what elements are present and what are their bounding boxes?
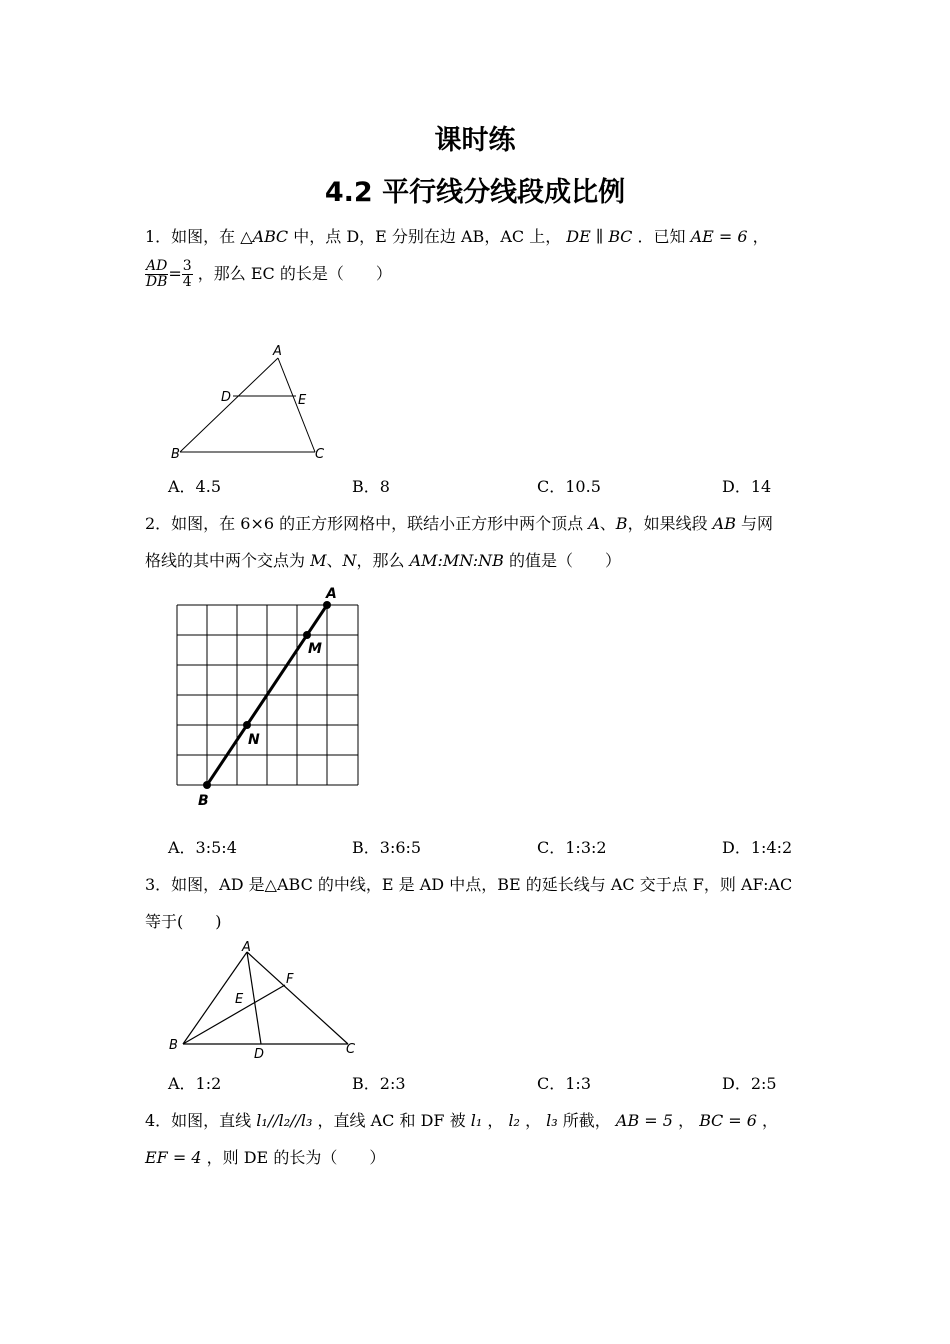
section-subtitle: 4.2 平行线分线段成比例 (324, 177, 626, 208)
q1-condition: 𝐷𝐸 ∥ 𝐵𝐶 (566, 227, 633, 246)
q2-text: 2．如图，在 6×6 的正方形网格中，联结小正方形中两个顶点 (145, 514, 589, 533)
point-b-dot (203, 781, 211, 789)
q3-option-d[interactable]: D．2:5 (722, 1074, 777, 1093)
line-l1: 𝑙₁ (470, 1111, 483, 1130)
label-b: B (169, 1038, 178, 1053)
label-f: F (286, 972, 294, 987)
label-d: D (221, 390, 232, 405)
q2-text: ，如果线段 (627, 514, 713, 533)
q4-text: 所截， (562, 1111, 611, 1130)
line-l3: 𝑙₃ (546, 1111, 558, 1130)
label-a: A (273, 344, 282, 359)
q2-text-line1 (145, 511, 773, 534)
q4-ab: 𝐴𝐵 = 5 (615, 1111, 673, 1130)
q4-ef: 𝐸𝐹 = 4 (145, 1148, 202, 1167)
page-title: 课时练 (434, 125, 516, 156)
separator: 、 (326, 551, 343, 570)
q3-text-line2: 等于( ) (145, 912, 222, 931)
q1-triangle-figure (168, 340, 328, 465)
q1-text: ， (752, 227, 769, 246)
point-n: N (342, 551, 357, 570)
fraction-denominator: 4 (182, 274, 192, 290)
q4-text-line2 (145, 1145, 385, 1168)
label-e: E (298, 393, 307, 408)
separator: ， (762, 1111, 779, 1130)
label-c: C (346, 1042, 356, 1057)
q1-triangle: △𝐴𝐵𝐶 (240, 227, 289, 246)
label-m: M (308, 641, 322, 657)
q1-text: ，那么 EC 的长是（ ） (197, 264, 392, 283)
q1-ae: 𝐴𝐸 = 6 (690, 227, 748, 246)
q4-bc: 𝐵𝐶 = 6 (699, 1111, 757, 1130)
q2-text: 与网 (735, 514, 774, 533)
point-m-dot (303, 631, 311, 639)
q2-option-b[interactable]: B．3:6:5 (352, 838, 422, 857)
line-l2: 𝑙₂ (508, 1111, 520, 1130)
q2-text: 格线的其中两个交点为 (145, 551, 311, 570)
q3-triangle-figure (165, 940, 365, 1065)
point-a-dot (323, 601, 331, 609)
point-m: M (310, 551, 327, 570)
separator: 、 (599, 514, 616, 533)
q2-option-d[interactable]: D．1:4:2 (722, 838, 793, 857)
ratio: AM:MN:NB (409, 551, 504, 570)
q2-text: 的值是（ ） (503, 551, 621, 570)
q1-text-line1 (145, 224, 769, 247)
q1-fraction-3-4 (182, 259, 193, 290)
label-b: B (198, 793, 209, 809)
q3-option-b[interactable]: B．2:3 (352, 1074, 406, 1093)
q1-option-c[interactable]: C．10.5 (537, 477, 601, 496)
label-d: D (254, 1047, 265, 1062)
q2-text: ，那么 (356, 551, 410, 570)
point-a: A (588, 514, 600, 533)
label-n: N (248, 732, 260, 748)
label-c: C (315, 447, 325, 462)
segment-ab: AB (712, 514, 736, 533)
label-b: B (171, 447, 180, 462)
q4-text: ，直线 AC 和 DF 被 (317, 1111, 466, 1130)
separator: ， (487, 1111, 504, 1130)
q3-text-line1: 3．如图，AD 是△ABC 的中线，E 是 AD 中点，BE 的延长线与 AC 交于点 F，则 AF:AC (145, 875, 793, 894)
q3-option-c[interactable]: C．1:3 (537, 1074, 591, 1093)
q1-text-line2 (145, 259, 392, 290)
q2-grid-figure (170, 585, 370, 810)
fraction-numerator: 3 (182, 258, 192, 274)
q1-text: ．已知 (637, 227, 686, 246)
q4-text-line1 (145, 1108, 778, 1131)
q2-text-line2 (145, 548, 621, 571)
label-a: A (242, 940, 251, 955)
separator: ， (678, 1111, 695, 1130)
q2-option-a[interactable]: A．3:5:4 (168, 838, 237, 857)
q4-parallel-lines: 𝑙₁//𝑙₂//𝑙₃ (256, 1111, 313, 1130)
fraction-denominator: DB (145, 274, 168, 290)
label-e: E (235, 992, 244, 1007)
q1-text: 1．如图，在 (145, 227, 236, 246)
q4-text: ，则 DE 的长为（ ） (206, 1148, 386, 1167)
label-a: A (326, 586, 337, 602)
q1-text: 中，点 D，E 分别在边 AB，AC 上， (293, 227, 562, 246)
q1-option-b[interactable]: B．8 (352, 477, 390, 496)
q2-option-c[interactable]: C．1:3:2 (537, 838, 607, 857)
separator: ， (525, 1111, 542, 1130)
point-b: B (615, 514, 628, 533)
q1-option-d[interactable]: D．14 (722, 477, 772, 496)
q1-option-a[interactable]: A．4.5 (168, 477, 222, 496)
equals-sign: = (168, 264, 182, 283)
q4-text: 4．如图，直线 (145, 1111, 252, 1130)
q3-option-a[interactable]: A．1:2 (168, 1074, 222, 1093)
point-n-dot (243, 721, 251, 729)
q1-fraction-ad-db (145, 259, 168, 290)
fraction-numerator: AD (146, 258, 168, 274)
